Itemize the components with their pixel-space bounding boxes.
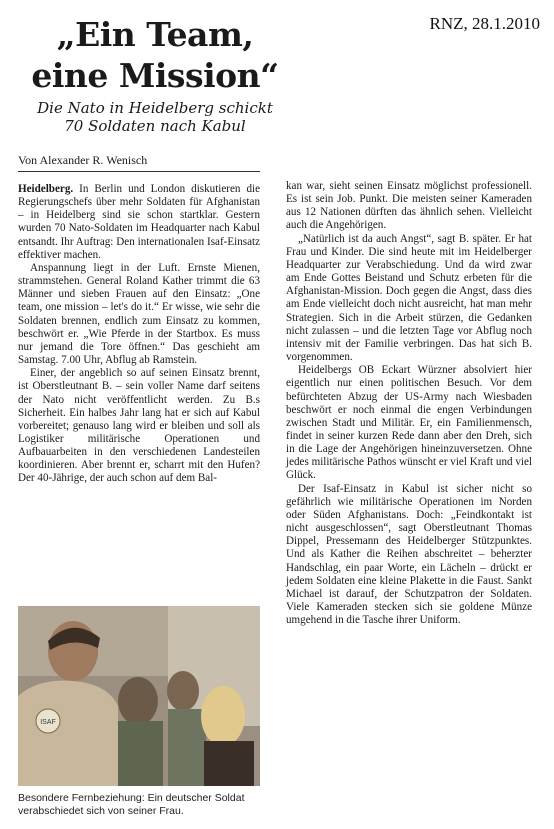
paragraph-text: In Berlin und London diskutieren die Regierungschefs über mehr Soldaten für Afghanistan – in Heidelberg sind sie schon startklar. Gestern wurden 70 Nato-Soldaten im Headquarter nach Kabul entsandt. Ihr Auftrag: Den internationalen Isaf-Einsatz effektiver machen. bbox=[18, 183, 260, 261]
byline: Von Alexander R. Wenisch bbox=[18, 153, 260, 172]
subheadline-line-1: Die Nato in Heidelberg schickt bbox=[37, 99, 273, 117]
paragraph: Einer, der angeblich so auf seinen Einsatz brennt, ist Oberstleutnant B. – sein voller Name darf seitens der Nato nicht veröffentlicht werden. Zu B.s Sicherheit. Ein halbes Jahr lang hat er sich auf Kabul vorbereitet; genauso lang wird er bleiben und soll als Logistiker militärische Operationen und Aufbauarbeiten in den verschiedenen Landesteilen koordinieren. Aber brennt er, scharrt mit den Hufen? Der 40-Jährige, der auch schon auf dem Bal- bbox=[18, 367, 260, 485]
paragraph: „Natürlich ist da auch Angst“, sagt B. später. Er hat Frau und Kinder. Die sind heute mit im Heidelberger Headquarter zur Verabschiedung. Und da wird zwar am Ende Gottes Beistand und Schutz erbeten für die Afghanistan-Mission. Doch gegen die Angst, dass dies am Ende vielleicht doch nicht ausreicht, hat man mehr Strategien. Sich in die Arbeit stürzen, die Gedanken nicht zulassen – und die letzten Tage vor Abflug noch intensiv mit der Familie verbringen. Das hat sich B. vorgenommen. bbox=[286, 232, 532, 364]
photo-caption: Besondere Fernbeziehung: Ein deutscher Soldat verabschiedet sich von seiner Frau. bbox=[18, 792, 245, 817]
subheadline bbox=[10, 99, 300, 135]
headline bbox=[10, 14, 300, 96]
paragraph: kan war, sieht seinen Einsatz möglichst professionell. Es ist sein Job. Punkt. Die meisten seiner Kameraden aus 12 Nationen dürften das ähnlich sehen. Vielleicht auch die Angehörigen. bbox=[286, 180, 532, 232]
paragraph bbox=[18, 183, 260, 262]
paragraph: Anspannung liegt in der Luft. Ernste Mienen, strammstehen. General Roland Kather trimmt die 63 Männer und sieben Frauen auf den Einsatz: „One team, one mission – let's do it.“ Er wisse, wie sehr die Soldaten brennen, endlich zum Einsatz zu kommen, beschwört er. „Wie Pferde in der Startbox. Es muss nur jemand die Tore öffnen.“ Das geschieht am Samstag. 7.00 Uhr, Abflug ab Ramstein. bbox=[18, 261, 260, 367]
subheadline-line-2: 70 Soldaten nach Kabul bbox=[64, 117, 246, 135]
paragraph: Der Isaf-Einsatz in Kabul ist sicher nicht so gefährlich wie militärische Operationen im Norden oder Süden Afghanistans. Doch: „Feindkontakt ist nicht ausgeschlossen“, sagt Oberstleutnant Thomas Dippel, Pressemann des Heidelberger Stützpunktes. Und als Kather die Reihen abschreitet – beherzter Handschlag, ein paar Worte, ein Lächeln – drückt er jedem Soldaten eine kleine Plakette in die Faust. Sankt Michael ist darauf, der Schutzpatron der Soldaten. Viele Kameraden stecken sich sie goldene Münze umgehend in die Tasche ihrer Uniform. bbox=[286, 482, 532, 627]
headline-line-2: eine Mission“ bbox=[31, 56, 279, 95]
headline-line-1: „Ein Team, bbox=[56, 15, 254, 54]
dateline: Heidelberg. bbox=[18, 183, 74, 195]
paragraph: Heidelbergs OB Eckart Würzner absolviert hier eigentlich nur einen politischen Besuch. Vor dem befürchteten Abzug der US-Army nach Wiesbaden beschwört er noch einmal die engen Verbindungen zwischen Stadt und Militär. Er, ein Familienmensch, findet in seiner kurzen Rede dann aber den Dreh, sich in die Lage der Angehörigen hineinzuversetzen. Ohne jedes militärische Pathos wünscht er viel Kraft und viel Glück. bbox=[286, 364, 532, 482]
isaf-patch-label: ISAF bbox=[40, 719, 56, 726]
source-date: RNZ, 28.1.2010 bbox=[429, 14, 540, 33]
article-column-right bbox=[286, 180, 532, 627]
photo-illustration bbox=[18, 606, 260, 786]
article-column-left bbox=[18, 183, 260, 486]
article-photo bbox=[18, 606, 260, 786]
